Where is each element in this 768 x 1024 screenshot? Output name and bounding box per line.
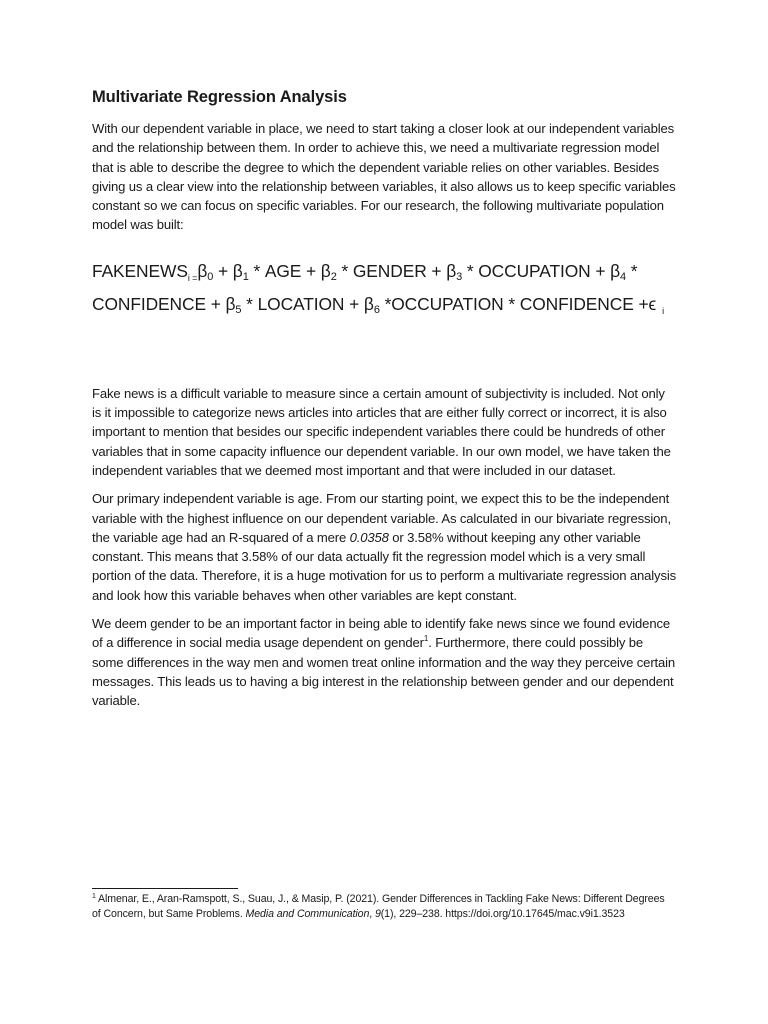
document-body [92,88,676,720]
footnote-journal: Media and Communication [245,908,370,921]
r-squared-value: 0.0358 [349,529,389,545]
formula-beta-6: β [363,294,374,315]
formula-beta-3: β [446,260,457,281]
formula-term-occupation: * OCCUPATION + [462,260,611,281]
formula-sub-6: 6 [373,304,380,317]
intro-paragraph: With our dependent variable in place, we need to start taking a closer look at our independent variables and the relationship between them. In order to achieve this, we need a multivariate regression model that is able to describe the degree to which the dependent variable relies on other variables. Besides giving us a clear view into the relationship between variables, it also allows us to keep specific variables constant so we can focus on specific variables. For our research, the following multivariate population model was built: [92,121,676,233]
formula-sub-1: 1 [242,270,249,283]
footnote-volume: 9 [374,908,381,921]
formula-term-confidence: CONFIDENCE + [92,294,226,315]
formula-lhs: FAKENEWS [92,260,188,281]
footnote [92,892,676,923]
formula-sub-0: 0 [207,270,214,283]
footnote-text: (1), 229–238. https://doi.org/10.17645/mac.v9i1.3523 [380,908,625,921]
footnote-reference[interactable]: 1 [423,634,429,644]
formula-sub-3: 3 [456,270,463,283]
formula-sub-4: 4 [620,270,627,283]
footnote-number: 1 [92,893,96,900]
formula-beta-0: β [197,260,208,281]
formula-line-1 [92,255,676,289]
formula-term-age: * AGE + [248,260,321,281]
age-paragraph-text: Our primary independent variable is age. From our starting point, we expect this to be the independent variable with the highest influence on our dependent variable. As calculated in our bivariate regression, the variable age had an R-squared of a mere [92,491,671,545]
formula-term-interaction: *OCCUPATION * CONFIDENCE + [379,294,649,315]
footnote-divider [92,888,238,889]
formula-sub-2: 2 [330,270,337,283]
formula-beta-2: β [320,260,331,281]
formula-term-location: * LOCATION + [241,294,364,315]
formula-beta-1: β [232,260,243,281]
formula-term-gender: * GENDER + [336,260,447,281]
footnote-text: Almenar, E., Aran-Ramspott, S., Suau, J., & Masip, P. (2021). Gender Differences in Tackling Fake News: Different Degrees of Concern, but Same Problems. [92,893,668,921]
formula-epsilon-subscript: i [662,306,664,317]
fake-news-paragraph: Fake news is a difficult variable to measure since a certain amount of subjectivity is included. Not only is it impossible to categorize news articles into articles that are either fully correct or incorrect, it is also important to mention that besides our specific independent variables there could be hundreds of other variables that in some capacity influence our dependent variable. In our own model, we have taken the independent variables that we deemed most important and that were included in our dataset. [92,385,671,478]
formula-line-2 [92,288,676,322]
formula-term: + [213,260,233,281]
formula-sub-5: 5 [235,304,242,317]
gender-paragraph-text: We deem gender to be an important factor in being able to identify fake news since we found evidence of a difference in social media usage dependent on gender [92,616,670,651]
footnote-separator: , [369,908,375,921]
formula-beta-4: β [610,260,621,281]
formula-lhs-subscript: i = [187,272,198,283]
age-paragraph-text: or 3.58% without keeping any other variable constant. This means that 3.58% of our data actually fit the regression model which is a very small portion of the data. Therefore, it is a huge motivation for us to perform a multivariate regression analysis and look how this variable behaves when other variables are kept constant. [92,529,676,603]
section-heading: Multivariate Regression Analysis [92,88,347,106]
formula-beta-5: β [225,294,236,315]
gender-paragraph [92,614,676,710]
gender-paragraph-text: . Furthermore, there could possibly be some differences in the way men and women treat online information and the way they perceive certain messages. This leads us to having a big interest in the relationship between gender and our dependent variable. [92,635,676,709]
regression-formula [92,255,676,322]
age-paragraph [92,489,676,605]
formula-epsilon: ϵ [648,294,657,315]
formula-term: * [626,260,638,281]
